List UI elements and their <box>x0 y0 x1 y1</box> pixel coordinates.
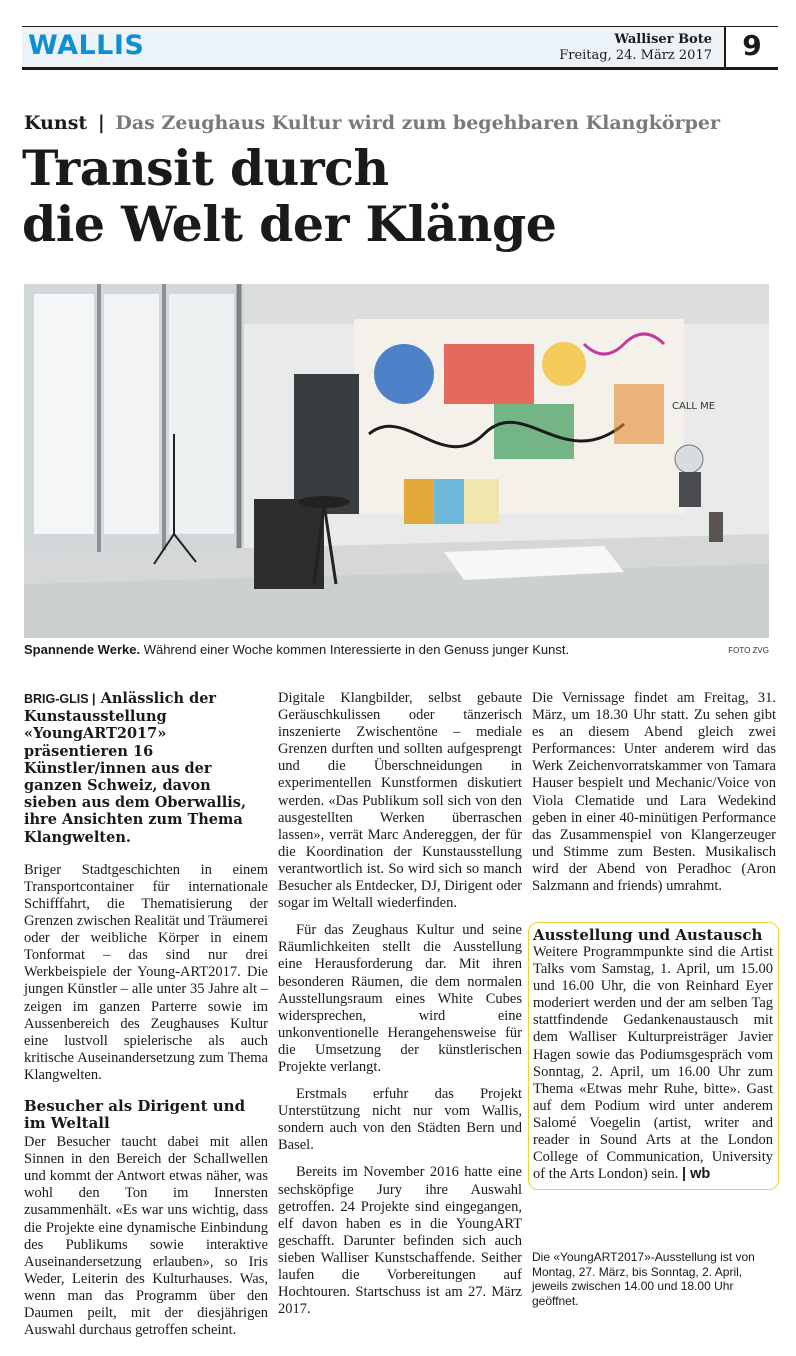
info-box-text <box>533 944 773 1183</box>
opening-hours-note: Die «YoungART2017»-Ausstellung ist von Montag, 27. März, bis Sonntag, 2. April, jeweils zwischen 14.00 und 18.00 Uhr geöffnet. <box>532 1250 755 1308</box>
subhead-1: Besucher als Dirigent und im Weltall <box>24 1097 246 1133</box>
wall-text: CALL ME <box>672 401 716 412</box>
dateline: BRIG-GLIS | <box>24 692 96 706</box>
headline-line-1: Transit durch <box>22 139 389 197</box>
lead-text: Anlässlich der Kunstausstellung «YoungART2017» präsentieren 16 Künstler/innen aus der ganzen Schweiz, davon sieben aus dem Oberwallis, ihre Ansichten zum Thema Klangwelten. <box>24 690 247 846</box>
body-paragraph-5: Erstmals erfuhr das Projekt Unterstützung nicht nur vom Wallis, sondern auch von den Städten Bern und Basel. <box>278 1086 522 1154</box>
photo-caption <box>24 642 769 657</box>
kicker-subtitle: Das Zeughaus Kultur wird zum begehbaren Klangkörper <box>115 112 720 134</box>
exhibition-photo-illustration <box>24 284 769 638</box>
lead-paragraph <box>24 690 268 846</box>
body-paragraph-7: Die Vernissage findet am Freitag, 31. März, um 18.30 Uhr statt. Zu sehen gibt es an diesem Abend gleich zwei Performances: Unter anderem wird das Werk Zeichenvorratskammer von Tamara Hauser bespielt und Mechanic/Voice von Viola Clematide und Lara Wedekind geben in einer 40-minütigen Performance das Zusammenspiel von Klangerzeuger und Stimme zum Besten. Musikalisch wird der Abend von Peradhoc (Aron Salzmann and friends) umrahmt. <box>532 690 776 895</box>
article-photo <box>24 284 769 638</box>
issue-date: Freitag, 24. März 2017 <box>559 48 712 63</box>
column-3 <box>532 690 776 895</box>
body-paragraph-1: Briger Stadtgeschichten in einem Transportcontainer für internationale Schifffahrt, die Thematisierung der Grenzen zwischen Realität und Träumerei oder der weibliche Körper in einem Tonformat – das sind nur drei Werkbeispiele der Young-ART2017. Die jungen Künstler – alle unter 35 Jahre alt – zeigen im ganzen Parterre sowie im Aussenbereich des Zeughauses Kultur eine lustvoll spielerische als auch kritische Auseinandersetzung zum Thema Klangwelten. <box>24 861 269 1083</box>
page-number: 9 <box>742 29 762 62</box>
body-paragraph-6: Bereits im November 2016 hatte eine sechsköpfige Jury ihre Auswahl getroffen. 24 Projekte sind eingegangen, elf davon haben es in die YoungART geschafft. Darunter befinden sich auch sieben Walliser Kunstschaffende. Seither laufen die Vorbereitungen auf Hochtouren. Startschuss ist am 27. März 2017. <box>278 1164 522 1318</box>
info-box <box>528 922 779 1190</box>
section-name: WALLIS <box>28 30 145 61</box>
body-paragraph-3: Digitale Klangbilder, selbst gebaute Geräuschkulissen oder tänzerisch inszenierte Zwischentöne – mediale Grenzen durften und sollten aufgesprengt und die Überschneidungen in experimentellen Kunstformen diskutiert werden. «Das Publikum soll sich von den ausgestellten Werken überraschen lassen», verrät Marc Andereggen, der für die Koordination der Kunstausstellung verantwortlich ist. So wird sich so manch Besucher als Entdecker, DJ, Dirigent oder sogar im Weltall wiederfinden. <box>278 690 522 912</box>
newspaper-name: Walliser Bote <box>614 32 712 47</box>
kicker-label: Kunst <box>24 112 88 134</box>
info-box-body: Weitere Programmpunkte sind die Artist Talks vom Samstag, 1. April, um 15.00 und 16.00 Uhr, die von Reinhard Eyer moderiert werden und der am selben Tag stattfindende Gedankenaustausch mit dem Walliser Kulturpreisträger Javier Hagen sowie das Podiumsgespräch vom Sonntag, 2. April, um 16.00 Uhr zum Thema «Etwas mehr Ruhe, bitte». Gast auf dem Podium wird unter anderem Salomé Voegelin (artist, writer and reader in Sound Arts at the London College of Communication, University of the Arts London) sein. <box>533 944 773 1183</box>
photo-credit: FOTO ZVG <box>728 646 769 655</box>
kicker-separator: | <box>97 112 105 134</box>
author-signature: | wb <box>682 1166 711 1183</box>
headline <box>22 140 772 252</box>
body-paragraph-2: Der Besucher taucht dabei mit allen Sinnen in den Bereich der Schallwellen und kommt der Antwort etwas näher, was wohl den Ton im Innersten zusammenhält. «Es war uns wichtig, dass die Projekte eine dynamische Einbindung des Publikums sowie interaktive Auseinandersetzung erlauben», so Iris Weder, Leiterin des Kulturhauses. Was, wenn man das Programm über den Daumen peilt, mit der diesjährigen Auswahl durchaus getroffen scheint. <box>24 1134 268 1339</box>
headline-line-2: die Welt der Klänge <box>22 195 557 253</box>
page-number-box <box>724 27 778 67</box>
column-1 <box>24 690 268 1339</box>
column-2 <box>278 690 522 1318</box>
body-paragraph-4: Für das Zeughaus Kultur und seine Räumlichkeiten stellt die Ausstellung eine Herausforderung dar. Mit ihren besonderen Räumen, die dem normalen Ausstellungsraum eines White Cubes widersprechen, wird eine unkonventionelle Herangehensweise für die Umsetzung der künstlerischen Projekte verlangt. <box>278 922 522 1075</box>
kicker-line <box>24 112 774 134</box>
caption-bold: Spannende Werke. <box>24 642 141 657</box>
caption-text: Während einer Woche kommen Interessierte in den Genuss junger Kunst. <box>140 642 570 657</box>
masthead <box>22 26 778 70</box>
info-box-title: Ausstellung und Austausch <box>533 926 763 944</box>
